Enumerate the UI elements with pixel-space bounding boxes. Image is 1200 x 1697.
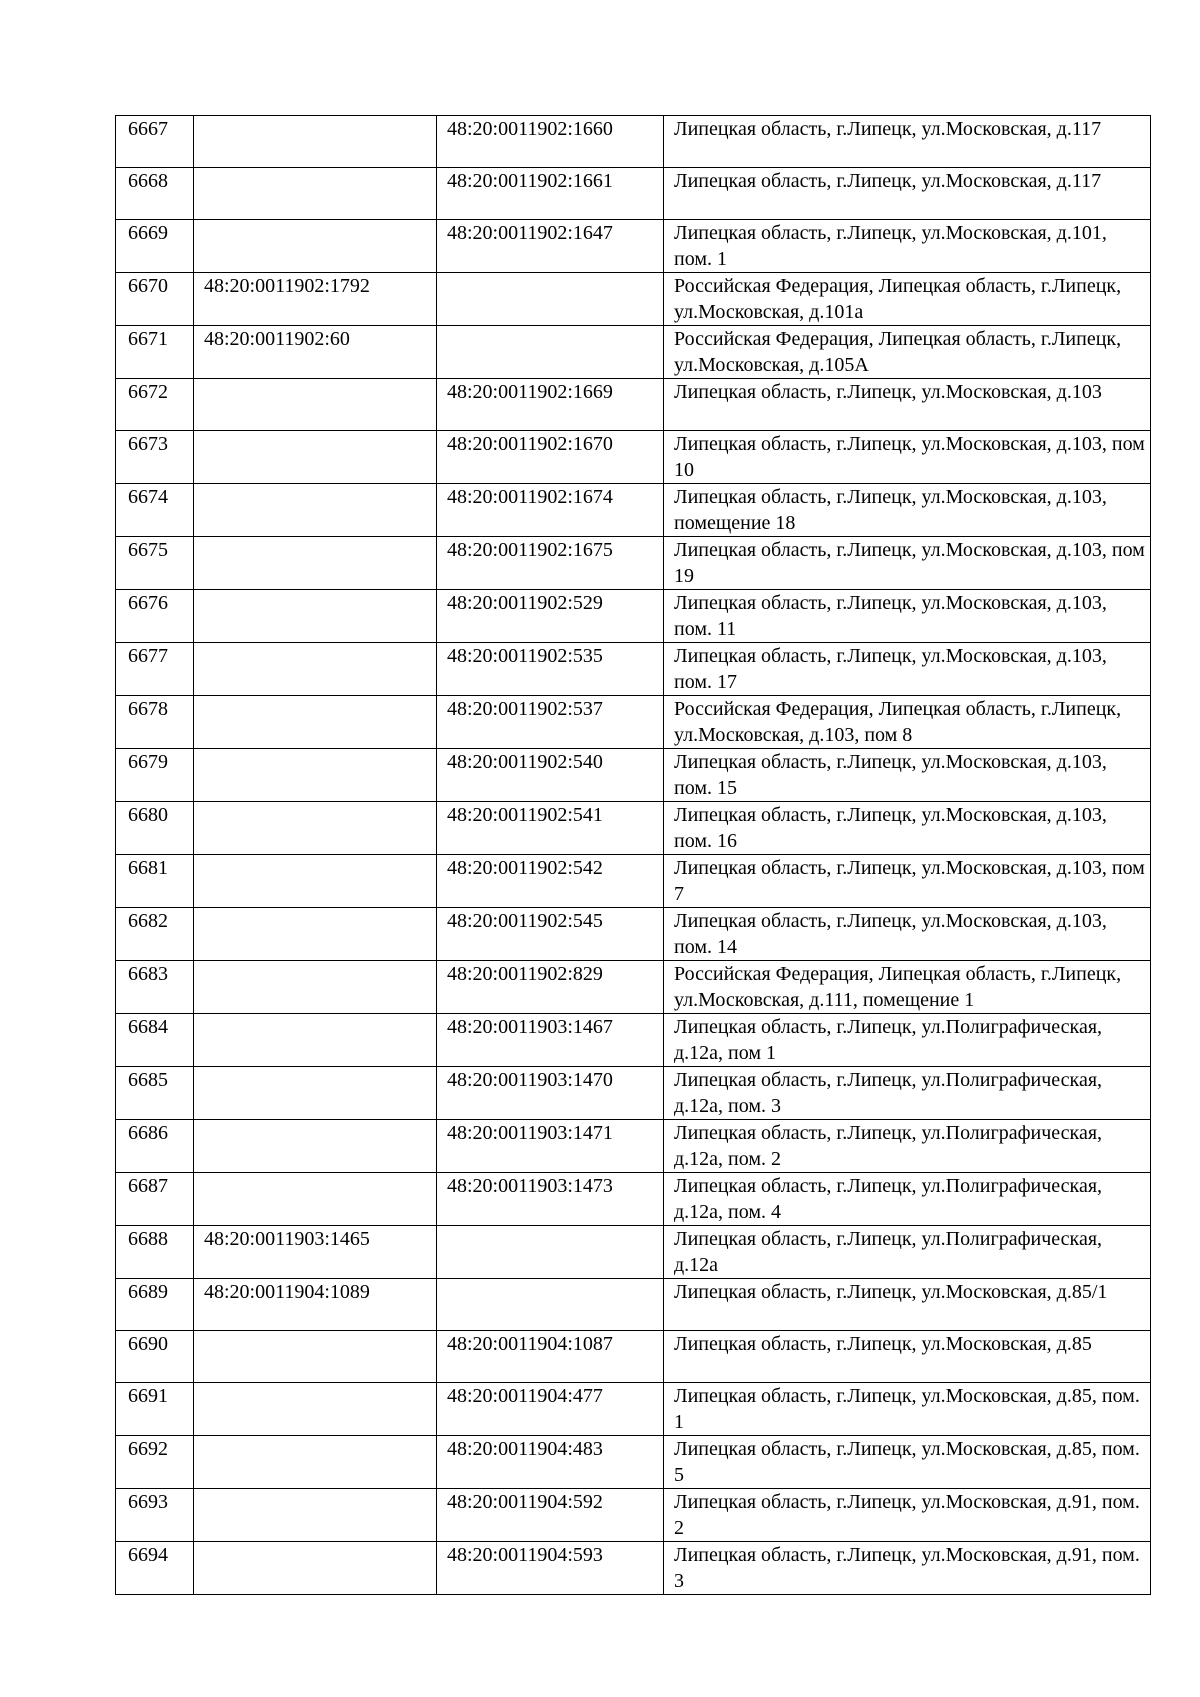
row-number: 6674: [116, 484, 194, 537]
table-row: [116, 1489, 1151, 1542]
table-row: [116, 116, 1151, 168]
row-number: 6670: [116, 273, 194, 326]
row-number: 6683: [116, 961, 194, 1014]
row-number: 6686: [116, 1120, 194, 1173]
object-cadastral-number: 48:20:0011902:1661: [437, 168, 664, 220]
table-row: [116, 1279, 1151, 1331]
address: Липецкая область, г.Липецк, ул.Московская, д.103, пом. 15: [664, 749, 1151, 802]
table-row: [116, 168, 1151, 220]
address: Липецкая область, г.Липецк, ул.Московская, д.85: [664, 1331, 1151, 1383]
table-row: [116, 961, 1151, 1014]
object-cadastral-number: 48:20:0011904:593: [437, 1542, 664, 1595]
address: Липецкая область, г.Липецк, ул.Московская, д.103, пом 7: [664, 855, 1151, 908]
row-number: 6671: [116, 326, 194, 379]
land-cadastral-number: [194, 696, 437, 749]
land-cadastral-number: 48:20:0011902:60: [194, 326, 437, 379]
row-number: 6680: [116, 802, 194, 855]
object-cadastral-number: 48:20:0011903:1467: [437, 1014, 664, 1067]
address: Липецкая область, г.Липецк, ул.Московская, д.103, пом. 14: [664, 908, 1151, 961]
table-row: [116, 379, 1151, 431]
table-row: [116, 220, 1151, 273]
object-cadastral-number: [437, 326, 664, 379]
table-row: [116, 1542, 1151, 1595]
object-cadastral-number: 48:20:0011902:542: [437, 855, 664, 908]
table-row: [116, 1014, 1151, 1067]
object-cadastral-number: 48:20:0011902:529: [437, 590, 664, 643]
row-number: 6684: [116, 1014, 194, 1067]
row-number: 6676: [116, 590, 194, 643]
object-cadastral-number: 48:20:0011902:1647: [437, 220, 664, 273]
row-number: 6677: [116, 643, 194, 696]
address: Липецкая область, г.Липецк, ул.Московская, д.103, пом 19: [664, 537, 1151, 590]
land-cadastral-number: [194, 116, 437, 168]
row-number: 6669: [116, 220, 194, 273]
table-row: [116, 1120, 1151, 1173]
land-cadastral-number: [194, 379, 437, 431]
object-cadastral-number: 48:20:0011903:1471: [437, 1120, 664, 1173]
row-number: 6672: [116, 379, 194, 431]
row-number: 6693: [116, 1489, 194, 1542]
table-row: [116, 537, 1151, 590]
object-cadastral-number: 48:20:0011902:541: [437, 802, 664, 855]
land-cadastral-number: 48:20:0011902:1792: [194, 273, 437, 326]
row-number: 6667: [116, 116, 194, 168]
table-row: [116, 590, 1151, 643]
object-cadastral-number: [437, 1279, 664, 1331]
address: Липецкая область, г.Липецк, ул.Полиграфическая, д.12а: [664, 1226, 1151, 1279]
address: Липецкая область, г.Липецк, ул.Московская, д.85/1: [664, 1279, 1151, 1331]
table-row: [116, 802, 1151, 855]
land-cadastral-number: [194, 1436, 437, 1489]
address: Липецкая область, г.Липецк, ул.Московская, д.117: [664, 116, 1151, 168]
land-cadastral-number: [194, 1331, 437, 1383]
table-row: [116, 1436, 1151, 1489]
land-cadastral-number: [194, 590, 437, 643]
address: Липецкая область, г.Липецк, ул.Полиграфическая, д.12а, пом. 4: [664, 1173, 1151, 1226]
land-cadastral-number: [194, 1542, 437, 1595]
table-row: [116, 1383, 1151, 1436]
table-row: [116, 1173, 1151, 1226]
address: Липецкая область, г.Липецк, ул.Московская, д.101, пом. 1: [664, 220, 1151, 273]
object-cadastral-number: 48:20:0011903:1470: [437, 1067, 664, 1120]
land-cadastral-number: [194, 961, 437, 1014]
registry-table: [115, 115, 1151, 1595]
object-cadastral-number: [437, 273, 664, 326]
land-cadastral-number: [194, 908, 437, 961]
land-cadastral-number: [194, 1173, 437, 1226]
table-row: [116, 1331, 1151, 1383]
address: Липецкая область, г.Липецк, ул.Московская, д.91, пом. 3: [664, 1542, 1151, 1595]
row-number: 6678: [116, 696, 194, 749]
row-number: 6673: [116, 431, 194, 484]
land-cadastral-number: [194, 855, 437, 908]
address: Липецкая область, г.Липецк, ул.Московская, д.117: [664, 168, 1151, 220]
address: Липецкая область, г.Липецк, ул.Полиграфическая, д.12а, пом. 2: [664, 1120, 1151, 1173]
address: Липецкая область, г.Липецк, ул.Московская, д.103, пом 10: [664, 431, 1151, 484]
object-cadastral-number: 48:20:0011904:477: [437, 1383, 664, 1436]
row-number: 6687: [116, 1173, 194, 1226]
object-cadastral-number: 48:20:0011902:535: [437, 643, 664, 696]
object-cadastral-number: 48:20:0011902:1674: [437, 484, 664, 537]
object-cadastral-number: 48:20:0011902:1675: [437, 537, 664, 590]
land-cadastral-number: 48:20:0011903:1465: [194, 1226, 437, 1279]
address: Российская Федерация, Липецкая область, г.Липецк, ул.Московская, д.111, помещение 1: [664, 961, 1151, 1014]
land-cadastral-number: [194, 643, 437, 696]
address: Липецкая область, г.Липецк, ул.Московская, д.103: [664, 379, 1151, 431]
row-number: 6681: [116, 855, 194, 908]
object-cadastral-number: 48:20:0011902:540: [437, 749, 664, 802]
table-row: [116, 855, 1151, 908]
address: Липецкая область, г.Липецк, ул.Московская, д.85, пом. 5: [664, 1436, 1151, 1489]
row-number: 6685: [116, 1067, 194, 1120]
row-number: 6688: [116, 1226, 194, 1279]
land-cadastral-number: [194, 1120, 437, 1173]
address: Липецкая область, г.Липецк, ул.Московская, д.103, помещение 18: [664, 484, 1151, 537]
address: Липецкая область, г.Липецк, ул.Московская, д.91, пом. 2: [664, 1489, 1151, 1542]
land-cadastral-number: [194, 1067, 437, 1120]
row-number: 6690: [116, 1331, 194, 1383]
table-row: [116, 326, 1151, 379]
object-cadastral-number: 48:20:0011902:545: [437, 908, 664, 961]
address: Липецкая область, г.Липецк, ул.Полиграфическая, д.12а, пом 1: [664, 1014, 1151, 1067]
row-number: 6675: [116, 537, 194, 590]
table-row: [116, 431, 1151, 484]
row-number: 6692: [116, 1436, 194, 1489]
address: Российская Федерация, Липецкая область, г.Липецк, ул.Московская, д.101а: [664, 273, 1151, 326]
object-cadastral-number: 48:20:0011904:1087: [437, 1331, 664, 1383]
table-row: [116, 908, 1151, 961]
object-cadastral-number: 48:20:0011902:1670: [437, 431, 664, 484]
land-cadastral-number: [194, 431, 437, 484]
table-row: [116, 749, 1151, 802]
address: Российская Федерация, Липецкая область, г.Липецк, ул.Московская, д.105А: [664, 326, 1151, 379]
land-cadastral-number: [194, 1383, 437, 1436]
land-cadastral-number: [194, 537, 437, 590]
object-cadastral-number: 48:20:0011902:1669: [437, 379, 664, 431]
land-cadastral-number: [194, 220, 437, 273]
land-cadastral-number: [194, 1489, 437, 1542]
row-number: 6691: [116, 1383, 194, 1436]
land-cadastral-number: [194, 484, 437, 537]
row-number: 6682: [116, 908, 194, 961]
row-number: 6689: [116, 1279, 194, 1331]
object-cadastral-number: 48:20:0011903:1473: [437, 1173, 664, 1226]
registry-table-body: [116, 116, 1151, 1595]
land-cadastral-number: 48:20:0011904:1089: [194, 1279, 437, 1331]
land-cadastral-number: [194, 1014, 437, 1067]
table-row: [116, 484, 1151, 537]
address: Российская Федерация, Липецкая область, г.Липецк, ул.Московская, д.103, пом 8: [664, 696, 1151, 749]
address: Липецкая область, г.Липецк, ул.Московская, д.103, пом. 16: [664, 802, 1151, 855]
address: Липецкая область, г.Липецк, ул.Московская, д.103, пом. 17: [664, 643, 1151, 696]
address: Липецкая область, г.Липецк, ул.Московская, д.85, пом. 1: [664, 1383, 1151, 1436]
object-cadastral-number: 48:20:0011902:829: [437, 961, 664, 1014]
object-cadastral-number: [437, 1226, 664, 1279]
table-row: [116, 273, 1151, 326]
land-cadastral-number: [194, 749, 437, 802]
table-row: [116, 1067, 1151, 1120]
table-row: [116, 696, 1151, 749]
address: Липецкая область, г.Липецк, ул.Московская, д.103, пом. 11: [664, 590, 1151, 643]
table-row: [116, 1226, 1151, 1279]
land-cadastral-number: [194, 168, 437, 220]
row-number: 6668: [116, 168, 194, 220]
table-row: [116, 643, 1151, 696]
address: Липецкая область, г.Липецк, ул.Полиграфическая, д.12а, пом. 3: [664, 1067, 1151, 1120]
object-cadastral-number: 48:20:0011902:1660: [437, 116, 664, 168]
object-cadastral-number: 48:20:0011902:537: [437, 696, 664, 749]
object-cadastral-number: 48:20:0011904:483: [437, 1436, 664, 1489]
row-number: 6679: [116, 749, 194, 802]
row-number: 6694: [116, 1542, 194, 1595]
land-cadastral-number: [194, 802, 437, 855]
object-cadastral-number: 48:20:0011904:592: [437, 1489, 664, 1542]
